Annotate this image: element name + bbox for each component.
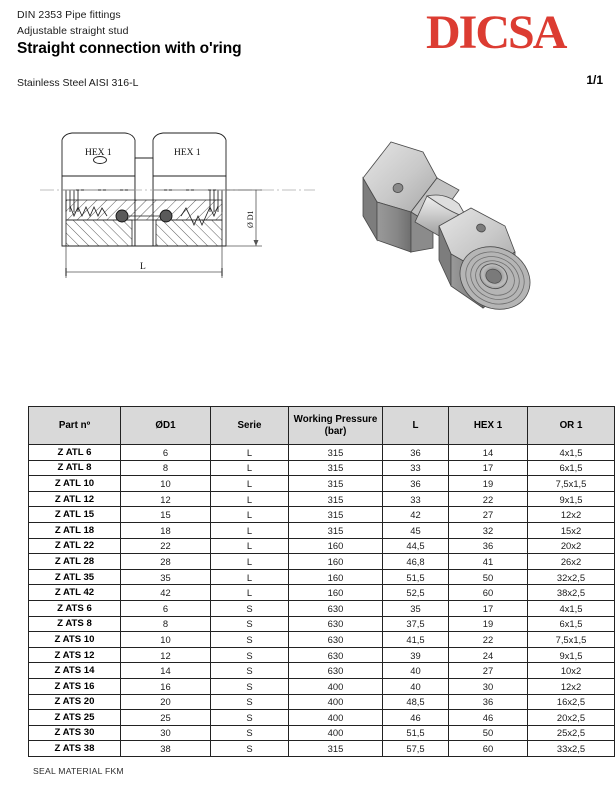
cell-d1: 12 (121, 491, 211, 507)
cell-l: 33 (383, 491, 449, 507)
cell-serie: L (211, 460, 289, 476)
table-row (29, 710, 615, 726)
cad-cross-section-drawing (40, 128, 315, 328)
cell-serie: S (211, 725, 289, 741)
cell-l: 46,8 (383, 554, 449, 570)
cell-l: 42 (383, 507, 449, 523)
cell-part-no: Z ATS 12 (29, 647, 121, 663)
cell-serie: S (211, 710, 289, 726)
right-hex-band (153, 176, 226, 190)
cell-l: 35 (383, 600, 449, 616)
cell-or1: 4x1,5 (528, 600, 615, 616)
cell-working-pressure: 315 (289, 445, 383, 461)
diameter-dimension (226, 190, 262, 246)
cell-d1: 10 (121, 476, 211, 492)
cell-or1: 32x2,5 (528, 569, 615, 585)
cell-serie: S (211, 632, 289, 648)
cell-working-pressure: 630 (289, 632, 383, 648)
cell-hex1: 27 (449, 663, 528, 679)
table-row (29, 647, 615, 663)
cell-or1: 10x2 (528, 663, 615, 679)
cell-or1: 20x2 (528, 538, 615, 554)
cell-serie: S (211, 600, 289, 616)
table-header (29, 407, 615, 445)
cell-serie: L (211, 491, 289, 507)
cell-working-pressure: 630 (289, 616, 383, 632)
cell-d1: 14 (121, 663, 211, 679)
cell-serie: L (211, 538, 289, 554)
cell-d1: 30 (121, 725, 211, 741)
cell-d1: 8 (121, 616, 211, 632)
cell-l: 40 (383, 663, 449, 679)
cell-hex1: 60 (449, 741, 528, 757)
cell-hex1: 17 (449, 600, 528, 616)
cell-d1: 42 (121, 585, 211, 601)
cell-working-pressure: 160 (289, 538, 383, 554)
seal-material-note: SEAL MATERIAL FKM (33, 766, 124, 776)
hex-label-left: HEX 1 (85, 148, 112, 158)
table-row (29, 616, 615, 632)
cell-d1: 25 (121, 710, 211, 726)
cell-working-pressure: 630 (289, 600, 383, 616)
cell-part-no: Z ATL 35 (29, 569, 121, 585)
cell-working-pressure: 315 (289, 507, 383, 523)
length-label: L (140, 262, 146, 272)
cell-d1: 38 (121, 741, 211, 757)
page-number: 1/1 (586, 73, 603, 87)
cell-or1: 6x1,5 (528, 616, 615, 632)
o-ring-seal-left (116, 210, 128, 222)
cell-serie: S (211, 678, 289, 694)
cell-hex1: 22 (449, 491, 528, 507)
product-subtitle: Adjustable straight stud (17, 25, 129, 37)
cell-part-no: Z ATS 16 (29, 678, 121, 694)
cell-or1: 12x2 (528, 678, 615, 694)
cell-l: 57,5 (383, 741, 449, 757)
cell-d1: 16 (121, 678, 211, 694)
cell-hex1: 46 (449, 710, 528, 726)
table-row (29, 476, 615, 492)
drawing-area (0, 108, 616, 400)
cell-or1: 9x1,5 (528, 647, 615, 663)
cell-serie: S (211, 647, 289, 663)
cell-d1: 15 (121, 507, 211, 523)
cell-hex1: 14 (449, 445, 528, 461)
cell-or1: 33x2,5 (528, 741, 615, 757)
cell-hex1: 19 (449, 476, 528, 492)
cell-working-pressure: 400 (289, 710, 383, 726)
column-header-d1: ØD1 (121, 407, 211, 445)
specification-table (28, 406, 615, 757)
cell-part-no: Z ATL 12 (29, 491, 121, 507)
cell-working-pressure: 160 (289, 569, 383, 585)
cell-hex1: 50 (449, 725, 528, 741)
cell-part-no: Z ATS 20 (29, 694, 121, 710)
cell-part-no: Z ATL 10 (29, 476, 121, 492)
cell-l: 36 (383, 476, 449, 492)
cell-d1: 28 (121, 554, 211, 570)
material-spec: Stainless Steel AISI 316-L (17, 77, 139, 89)
cell-d1: 20 (121, 694, 211, 710)
cell-part-no: Z ATS 8 (29, 616, 121, 632)
cell-serie: L (211, 445, 289, 461)
table-row (29, 554, 615, 570)
cell-part-no: Z ATS 14 (29, 663, 121, 679)
table-row (29, 600, 615, 616)
cell-hex1: 36 (449, 538, 528, 554)
cell-serie: S (211, 694, 289, 710)
cell-serie: S (211, 663, 289, 679)
cell-d1: 22 (121, 538, 211, 554)
cell-l: 44,5 (383, 538, 449, 554)
cell-part-no: Z ATS 38 (29, 741, 121, 757)
diameter-label: Ø D1 (246, 210, 255, 228)
table-row (29, 522, 615, 538)
cell-serie: L (211, 522, 289, 538)
cell-hex1: 22 (449, 632, 528, 648)
cell-serie: S (211, 616, 289, 632)
cell-hex1: 36 (449, 694, 528, 710)
column-header-or1: OR 1 (528, 407, 615, 445)
table-row (29, 569, 615, 585)
column-header-serie: Serie (211, 407, 289, 445)
cell-or1: 25x2,5 (528, 725, 615, 741)
specification-table-container (28, 406, 614, 757)
cell-serie: L (211, 507, 289, 523)
cell-hex1: 30 (449, 678, 528, 694)
cell-part-no: Z ATL 18 (29, 522, 121, 538)
table-row (29, 538, 615, 554)
cell-l: 36 (383, 445, 449, 461)
cell-d1: 10 (121, 632, 211, 648)
cell-l: 46 (383, 710, 449, 726)
cell-serie: S (211, 741, 289, 757)
cell-working-pressure: 315 (289, 741, 383, 757)
cell-or1: 9x1,5 (528, 491, 615, 507)
cell-serie: L (211, 554, 289, 570)
cell-or1: 12x2 (528, 507, 615, 523)
cell-or1: 15x2 (528, 522, 615, 538)
table-body (29, 445, 615, 757)
cell-part-no: Z ATS 25 (29, 710, 121, 726)
cell-working-pressure: 630 (289, 647, 383, 663)
cell-working-pressure: 315 (289, 491, 383, 507)
cell-l: 40 (383, 678, 449, 694)
table-row (29, 585, 615, 601)
table-row (29, 445, 615, 461)
page-header (0, 0, 616, 108)
column-header-part-no: Part nº (29, 407, 121, 445)
table-row (29, 678, 615, 694)
cell-d1: 8 (121, 460, 211, 476)
cell-l: 39 (383, 647, 449, 663)
cell-part-no: Z ATS 30 (29, 725, 121, 741)
cell-d1: 35 (121, 569, 211, 585)
cell-or1: 20x2,5 (528, 710, 615, 726)
cell-l: 52,5 (383, 585, 449, 601)
cell-l: 45 (383, 522, 449, 538)
table-row (29, 460, 615, 476)
cell-working-pressure: 400 (289, 678, 383, 694)
cell-serie: L (211, 585, 289, 601)
cell-working-pressure: 160 (289, 585, 383, 601)
cell-part-no: Z ATL 22 (29, 538, 121, 554)
cell-part-no: Z ATL 42 (29, 585, 121, 601)
cell-d1: 18 (121, 522, 211, 538)
cell-working-pressure: 160 (289, 554, 383, 570)
dicsa-logo-text: DICSA (426, 11, 566, 55)
cell-or1: 7,5x1,5 (528, 476, 615, 492)
cell-part-no: Z ATL 28 (29, 554, 121, 570)
table-row (29, 694, 615, 710)
cell-or1: 6x1,5 (528, 460, 615, 476)
table-row (29, 725, 615, 741)
cell-d1: 6 (121, 445, 211, 461)
cell-hex1: 41 (449, 554, 528, 570)
cell-serie: L (211, 569, 289, 585)
cell-or1: 26x2 (528, 554, 615, 570)
cell-working-pressure: 315 (289, 460, 383, 476)
cell-hex1: 17 (449, 460, 528, 476)
cell-working-pressure: 630 (289, 663, 383, 679)
cell-working-pressure: 400 (289, 725, 383, 741)
cell-or1: 7,5x1,5 (528, 632, 615, 648)
cell-l: 51,5 (383, 725, 449, 741)
cell-hex1: 24 (449, 647, 528, 663)
standard-reference: DIN 2353 Pipe fittings (17, 9, 121, 21)
cell-d1: 6 (121, 600, 211, 616)
table-header-row (29, 407, 615, 445)
o-ring-seal-right (160, 210, 172, 222)
table-row (29, 741, 615, 757)
cell-l: 37,5 (383, 616, 449, 632)
cell-working-pressure: 400 (289, 694, 383, 710)
hex-label-right: HEX 1 (174, 148, 201, 158)
left-hex-band (62, 176, 135, 190)
cell-hex1: 60 (449, 585, 528, 601)
table-row (29, 491, 615, 507)
cell-or1: 4x1,5 (528, 445, 615, 461)
column-header-l: L (383, 407, 449, 445)
fitting-3d-render (355, 120, 555, 330)
cell-l: 48,5 (383, 694, 449, 710)
table-row (29, 507, 615, 523)
cell-d1: 12 (121, 647, 211, 663)
cell-hex1: 50 (449, 569, 528, 585)
cell-serie: L (211, 476, 289, 492)
cell-part-no: Z ATL 15 (29, 507, 121, 523)
cell-working-pressure: 315 (289, 522, 383, 538)
cell-l: 51,5 (383, 569, 449, 585)
cell-part-no: Z ATS 10 (29, 632, 121, 648)
table-row (29, 632, 615, 648)
cell-part-no: Z ATL 8 (29, 460, 121, 476)
column-header-hex1: HEX 1 (449, 407, 528, 445)
cell-or1: 16x2,5 (528, 694, 615, 710)
page-title: Straight connection with o'ring (17, 40, 242, 57)
table-row (29, 663, 615, 679)
cell-part-no: Z ATS 6 (29, 600, 121, 616)
cell-l: 41,5 (383, 632, 449, 648)
cell-hex1: 32 (449, 522, 528, 538)
cell-working-pressure: 315 (289, 476, 383, 492)
column-header-working-pressure: Working Pressure (bar) (289, 407, 383, 445)
dicsa-logo (426, 11, 606, 55)
cell-hex1: 19 (449, 616, 528, 632)
cell-l: 33 (383, 460, 449, 476)
cell-part-no: Z ATL 6 (29, 445, 121, 461)
cell-hex1: 27 (449, 507, 528, 523)
cell-or1: 38x2,5 (528, 585, 615, 601)
